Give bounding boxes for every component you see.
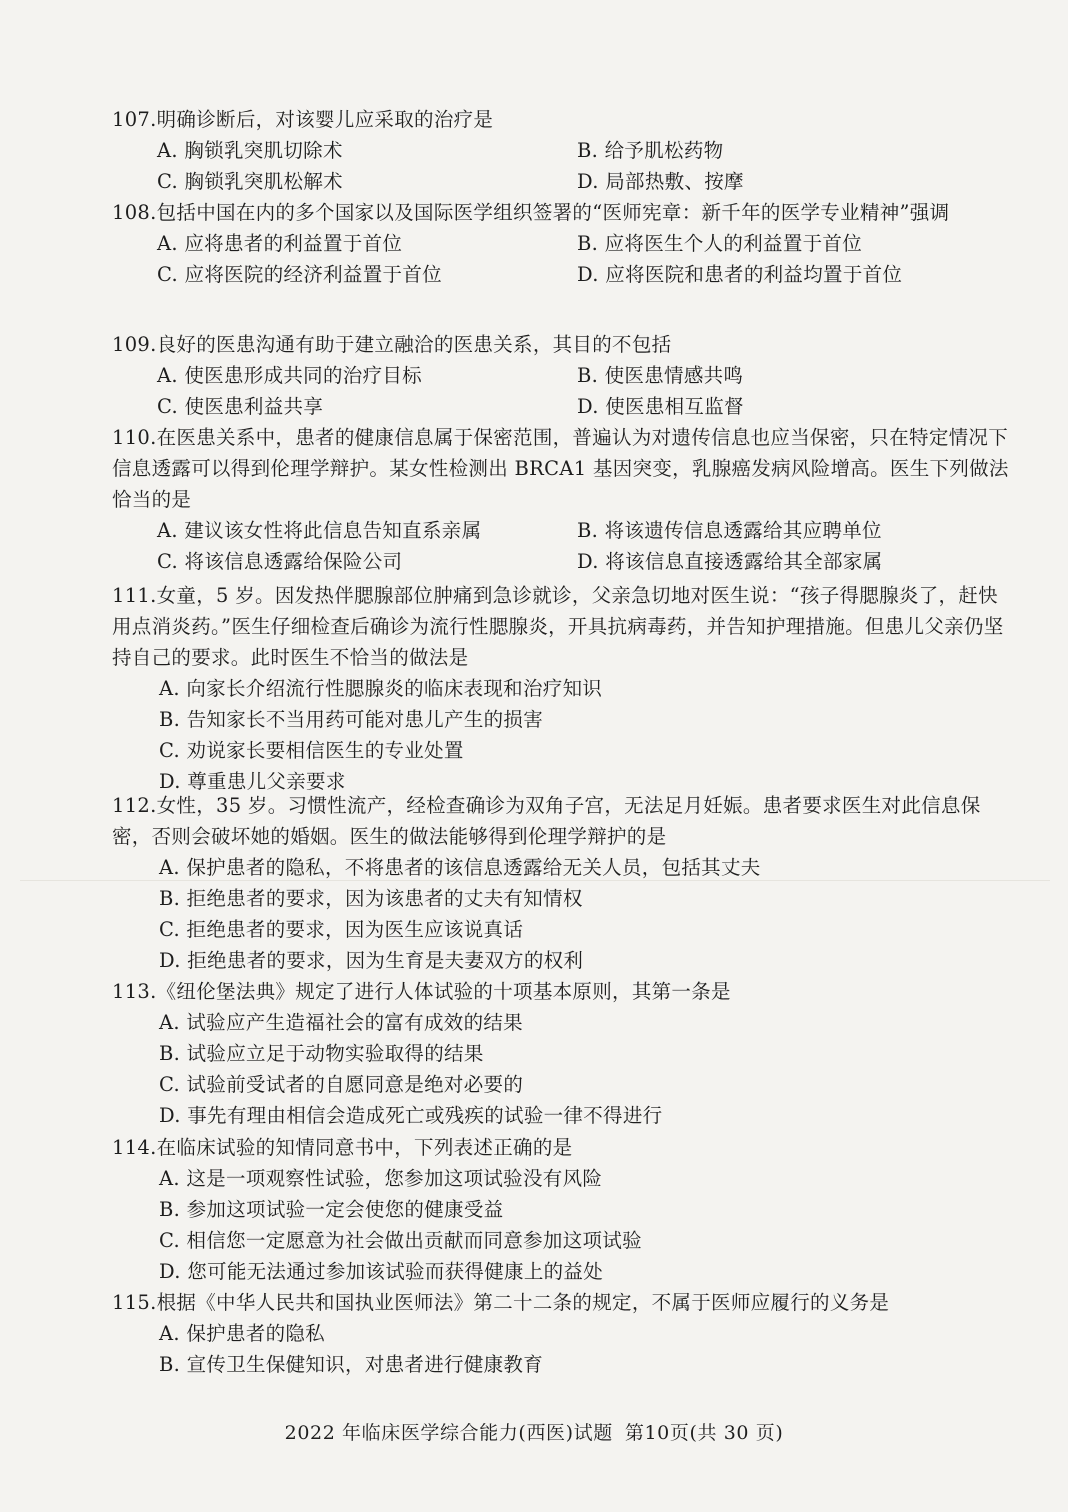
option-b: B. 拒绝患者的要求，因为该患者的丈夫有知情权: [159, 887, 583, 910]
option-b: B. 宣传卫生保健知识，对患者进行健康教育: [159, 1353, 544, 1376]
page-footer: [0, 1418, 1068, 1445]
option-a: A. 保护患者的隐私，不将患者的该信息透露给无关人员，包括其丈夫: [159, 856, 761, 879]
question-number: 115.: [112, 1291, 157, 1314]
question-stem: 明确诊断后，对该婴儿应采取的治疗是: [156, 108, 494, 131]
option-c: C. 试验前受试者的自愿同意是绝对必要的: [159, 1073, 524, 1096]
question-111: [112, 580, 1017, 797]
question-110: [112, 422, 1017, 577]
option-b: B. 参加这项试验一定会使您的健康受益: [159, 1198, 504, 1221]
question-109: [112, 329, 1017, 422]
footer-title: 2022 年临床医学综合能力(西医)试题: [284, 1422, 613, 1444]
question-number: 112.: [112, 794, 157, 817]
option-a: A. 建议该女性将此信息告知直系亲属: [157, 519, 482, 542]
option-c: C. 胸锁乳突肌松解术: [157, 170, 343, 193]
question-number: 109.: [112, 333, 157, 356]
option-c: C. 使医患利益共享: [157, 395, 324, 418]
question-stem: 在临床试验的知情同意书中，下列表述正确的是: [156, 1136, 573, 1159]
option-b: B. 给予肌松药物: [577, 139, 724, 162]
option-a: A. 应将患者的利益置于首位: [157, 232, 403, 255]
question-number: 110.: [112, 426, 157, 449]
question-115: [112, 1287, 1017, 1380]
footer-page-number: 第10页(共 30 页): [624, 1422, 784, 1444]
option-d: D. 将该信息直接透露给其全部家属: [577, 550, 883, 573]
option-a: A. 试验应产生造福社会的富有成效的结果: [159, 1011, 523, 1034]
option-a: A. 向家长介绍流行性腮腺炎的临床表现和治疗知识: [159, 677, 603, 700]
question-stem: 女性，35 岁。习惯性流产，经检查确诊为双角子宫，无法足月妊娠。患者要求医生对此信息保密，否则会破坏她的婚姻。医生的做法能够得到伦理学辩护的是: [112, 794, 981, 848]
question-stem: 根据《中华人民共和国执业医师法》第二十二条的规定，不属于医师应履行的义务是: [156, 1291, 890, 1314]
question-number: 114.: [112, 1136, 157, 1159]
option-d: D. 应将医院和患者的利益均置于首位: [577, 263, 903, 286]
option-a: A. 保护患者的隐私: [159, 1322, 325, 1345]
option-c: C. 劝说家长要相信医生的专业处置: [159, 739, 464, 762]
question-stem: 《纽伦堡法典》规定了进行人体试验的十项基本原则，其第一条是: [156, 980, 731, 1003]
option-b: B. 应将医生个人的利益置于首位: [577, 232, 863, 255]
option-d: D. 事先有理由相信会造成死亡或残疾的试验一律不得进行: [159, 1104, 663, 1127]
question-number: 107.: [112, 108, 157, 131]
option-c: C. 将该信息透露给保险公司: [157, 550, 403, 573]
question-number: 111.: [112, 584, 157, 607]
option-c: C. 应将医院的经济利益置于首位: [157, 263, 442, 286]
option-a: A. 胸锁乳突肌切除术: [157, 139, 343, 162]
option-a: A. 这是一项观察性试验，您参加这项试验没有风险: [159, 1167, 603, 1190]
question-stem: 在医患关系中，患者的健康信息属于保密范围，普遍认为对遗传信息也应当保密，只在特定情况下信息透露可以得到伦理学辩护。某女性检测出 BRCA1 基因突变，乳腺癌发病风险增高。医生下列做法恰当的是: [112, 426, 1009, 511]
question-stem: 包括中国在内的多个国家以及国际医学组织签署的“医师宪章：新千年的医学专业精神”强调: [156, 201, 950, 224]
scan-artifact-line: [20, 880, 1050, 881]
option-b: B. 告知家长不当用药可能对患儿产生的损害: [159, 708, 544, 731]
option-c: C. 拒绝患者的要求，因为医生应该说真话: [159, 918, 524, 941]
option-d: D. 拒绝患者的要求，因为生育是夫妻双方的权利: [159, 949, 584, 972]
option-b: B. 将该遗传信息透露给其应聘单位: [577, 519, 882, 542]
option-b: B. 使医患情感共鸣: [577, 364, 744, 387]
option-d: D. 尊重患儿父亲要求: [159, 770, 346, 793]
option-d: D. 使医患相互监督: [577, 395, 744, 418]
question-stem: 女童，5 岁。因发热伴腮腺部位肿痛到急诊就诊，父亲急切地对医生说：“孩子得腮腺炎了，赶快用点消炎药。”医生仔细检查后确诊为流行性腮腺炎，开具抗病毒药，并告知护理措施。但患儿父亲仍坚持自己的要求。此时医生不恰当的做法是: [112, 584, 1004, 669]
option-d: D. 局部热敷、按摩: [577, 170, 744, 193]
question-112: [112, 790, 1017, 976]
option-b: B. 试验应立足于动物实验取得的结果: [159, 1042, 484, 1065]
question-number: 108.: [112, 201, 157, 224]
option-d: D. 您可能无法通过参加该试验而获得健康上的益处: [159, 1260, 604, 1283]
question-107: [112, 104, 1017, 197]
question-stem: 良好的医患沟通有助于建立融洽的医患关系，其目的不包括: [156, 333, 672, 356]
question-113: [112, 976, 1017, 1131]
option-c: C. 相信您一定愿意为社会做出贡献而同意参加这项试验: [159, 1229, 642, 1252]
question-108: [112, 197, 1017, 290]
question-number: 113.: [112, 980, 157, 1003]
option-a: A. 使医患形成共同的治疗目标: [157, 364, 422, 387]
question-114: [112, 1132, 1017, 1287]
